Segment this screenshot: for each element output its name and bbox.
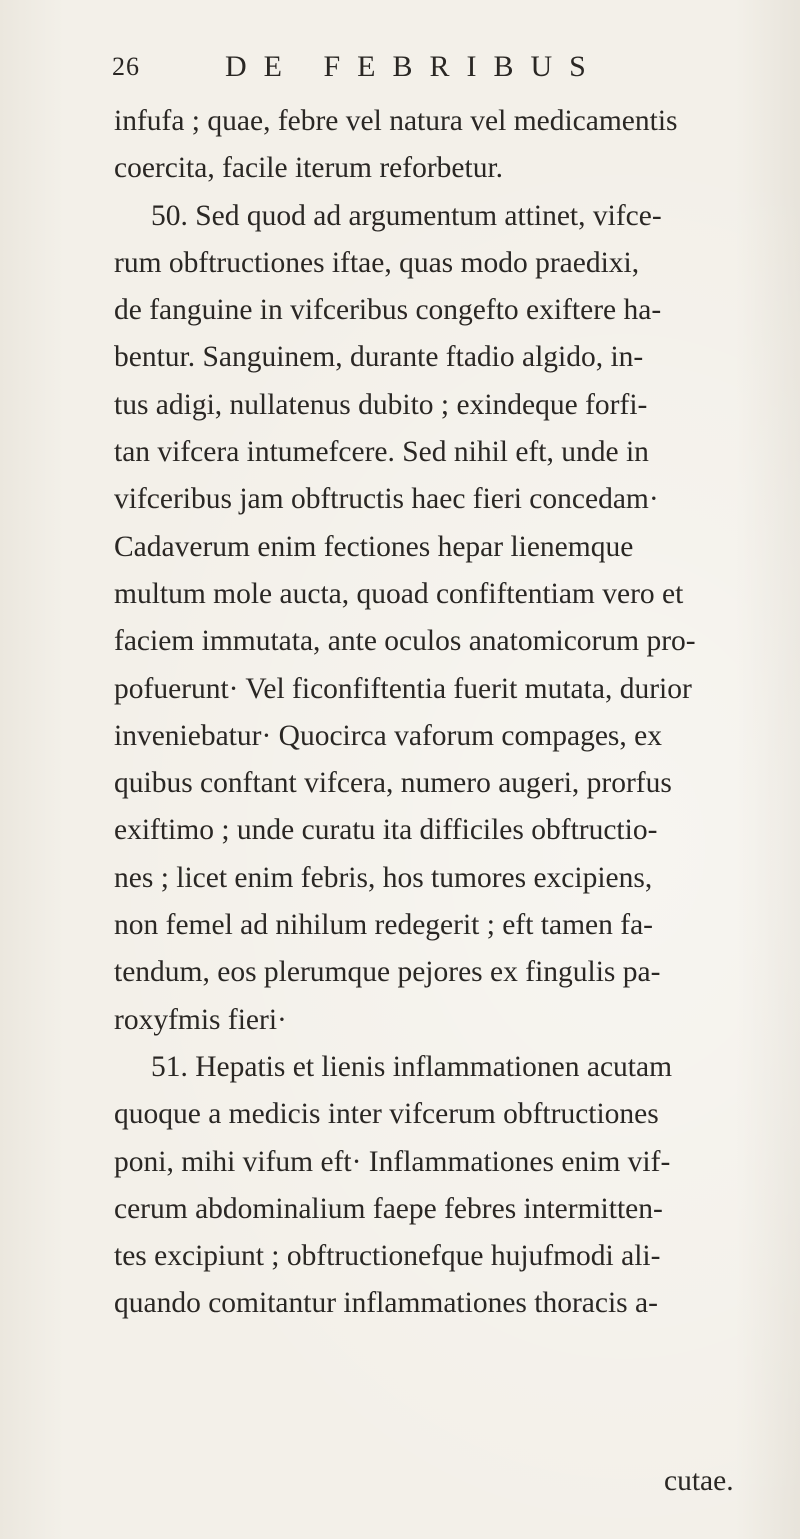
text-line-13: pofuerunt· Vel ficonfiftentia fuerit mutata, durior [114,672,692,705]
catchword: cutae. [664,1465,734,1497]
text-line-10: Cadaverum enim fectiones hepar lienemque [114,530,634,563]
text-line-15: quibus conftant vifcera, numero augeri, prorfus [114,767,672,800]
text-line-14: inveniebatur· Quocirca vaforum compages, ex [114,719,662,752]
body-text [114,98,724,1328]
text-line-22: quoque a medicis inter vifcerum obftructiones [114,1098,659,1131]
running-head: DE FEBRIBUS [225,50,603,83]
text-line-11: multum mole aucta, quoad confiftentiam vero et [114,577,684,610]
text-line-18: non femel ad nihilum redegerit ; eft tamen fa- [114,909,653,942]
text-line-9: vifceribus jam obftructis haec fieri concedam· [114,483,659,516]
page-header [112,52,692,92]
text-line-4: rum obftructiones iftae, quas modo praedixi, [114,246,640,279]
text-line-2: coercita, facile iterum reforbetur. [114,152,504,185]
text-line-7: tus adigi, nullatenus dubito ; exindeque forfi- [114,388,648,421]
text-line-8: tan vifcera intumefcere. Sed nihil eft, unde in [114,436,649,469]
text-line-23: poni, mihi vifum eft· Inflammationes enim vif- [114,1145,671,1178]
text-line-26: quando comitantur inflammationes thoracis a- [114,1287,658,1320]
text-line-6: bentur. Sanguinem, durante ftadio algido, in- [114,341,644,374]
text-line-17: nes ; licet enim febris, hos tumores excipiens, [114,861,653,894]
text-line-12: faciem immutata, ante oculos anatomicorum pro- [114,625,696,658]
text-line-5: de fanguine in vifceribus congefto exiftere ha- [114,294,662,327]
section-50-start: 50. Sed quod ad argumentum attinet, vifce- [151,199,662,232]
section-51-start: 51. Hepatis et lienis inflammationen acutam [151,1050,673,1083]
text-line-19: tendum, eos plerumque pejores ex fingulis pa- [114,956,661,989]
page-number: 26 [112,52,140,81]
text-line-16: exiftimo ; unde curatu ita difficiles obftructio- [114,814,658,847]
text-line-20: roxyfmis fieri· [114,1003,287,1036]
text-line-25: tes excipiunt ; obftructionefque hujufmodi ali- [114,1240,661,1273]
text-line-24: cerum abdominalium faepe febres intermitten- [114,1192,663,1225]
text-line-1: infufa ; quae, febre vel natura vel medicamentis [114,105,678,137]
